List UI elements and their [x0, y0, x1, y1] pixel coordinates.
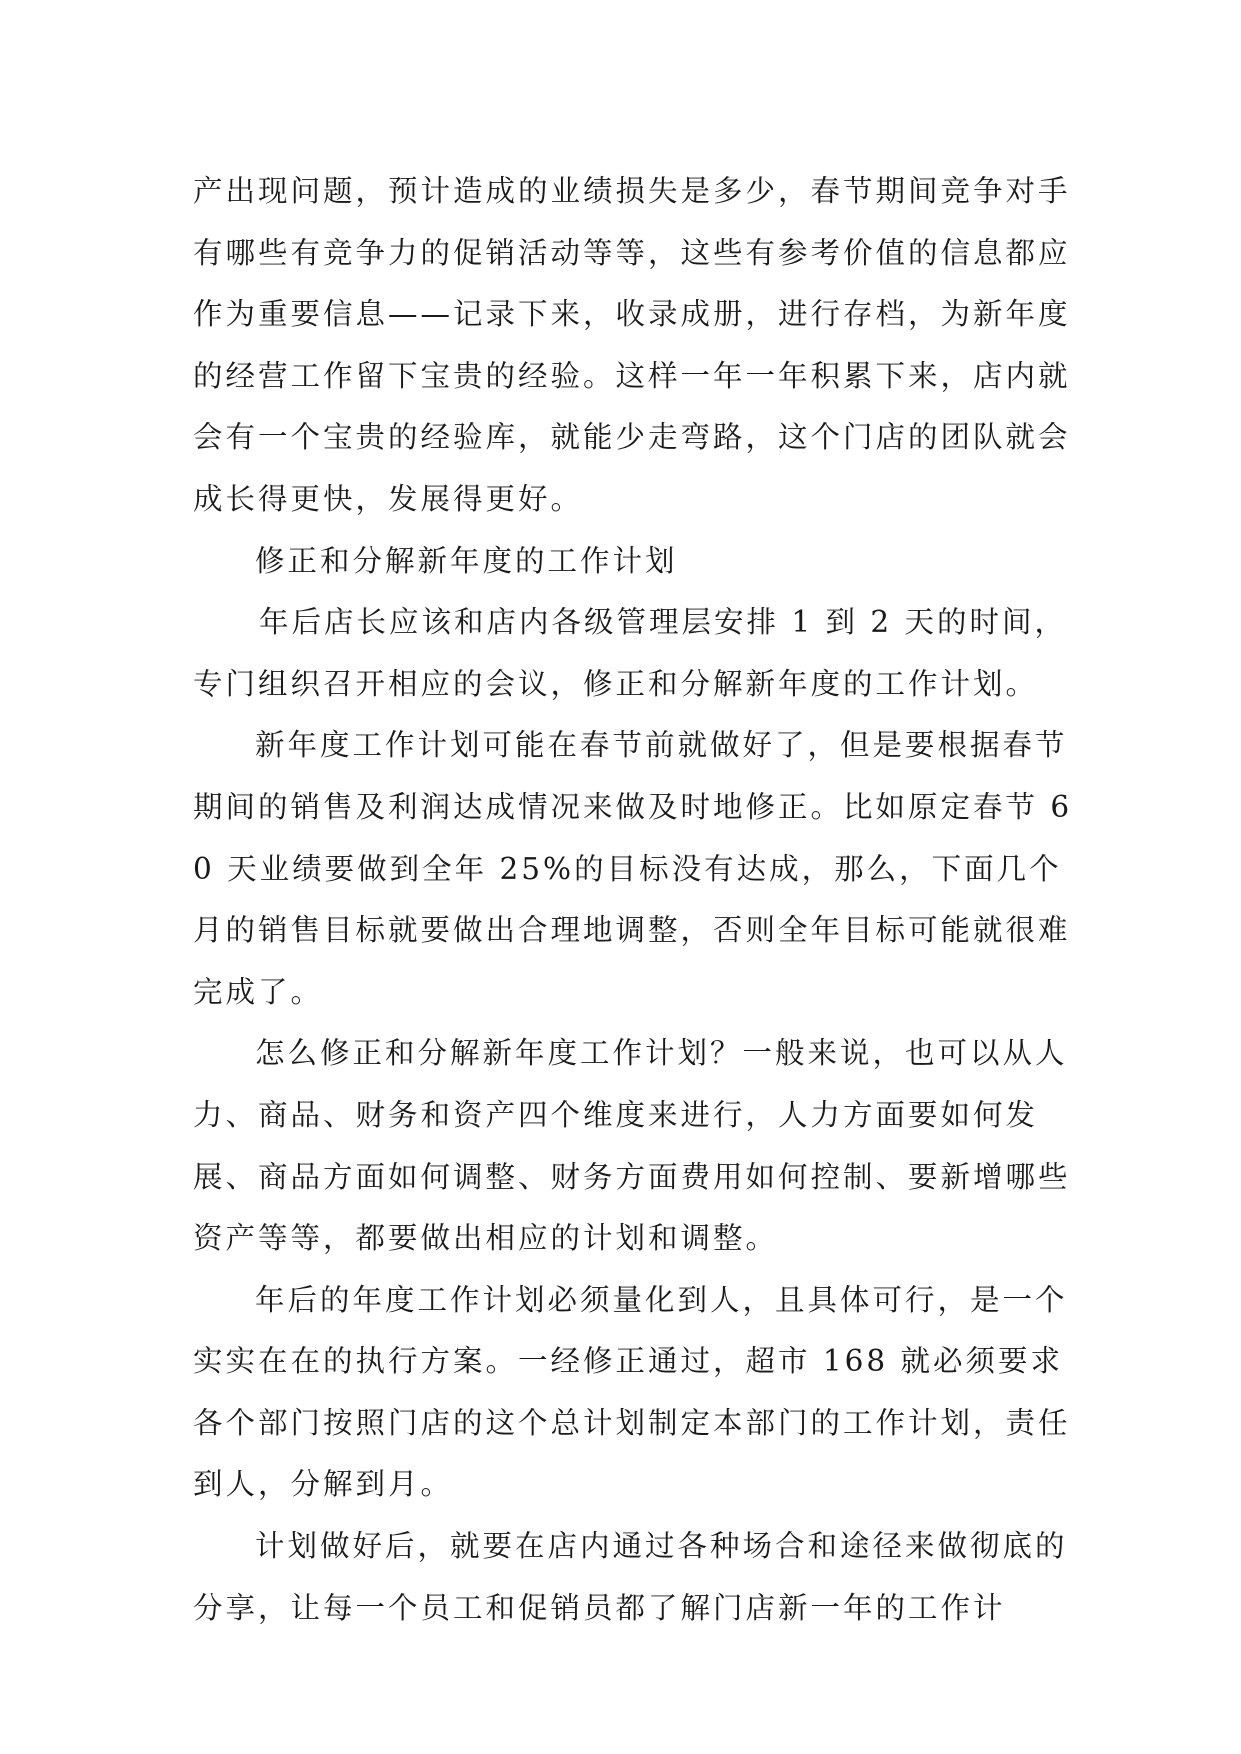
paragraph-continuation: 产出现问题，预计造成的业绩损失是多少，春节期间竞争对手有哪些有竞争力的促销活动等等，这些有参考价值的信息都应作为重要信息——记录下来，收录成册，进行存档，为新年度的经营工作留下宝贵的经验。这样一年一年积累下来，店内就会有一个宝贵的经验库，就能少走弯路，这个门店的团队就会成长得更快，发展得更好。 [193, 174, 1071, 516]
paragraph: 怎么修正和分解新年度工作计划？一般来说，也可以从人力、商品、财务和资产四个维度来进行，人力方面要如何发展、商品方面如何调整、财务方面费用如何控制、要新增哪些资产等等，都要做出相应的计划和调整。 [193, 1036, 1071, 1256]
document-body [193, 161, 1073, 1639]
paragraph: 新年度工作计划可能在春节前就做好了，但是要根据春节期间的销售及利润达成情况来做及时地修正。比如原定春节 60 天业绩要做到全年 25%的目标没有达成，那么，下面几个月的销售目标就要做出合理地调整，否则全年目标可能就很难完成了。 [193, 728, 1073, 1009]
section-heading: 修正和分解新年度的工作计划 [255, 543, 678, 578]
paragraph: 年后店长应该和店内各级管理层安排 1 到 2 天的时间，专门组织召开相应的会议，修正和分解新年度的工作计划。 [193, 605, 1068, 701]
paragraph: 计划做好后，就要在店内通过各种场合和途径来做彻底的分享，让每一个员工和促销员都了解门店新一年的工作计 [193, 1529, 1068, 1625]
paragraph: 年后的年度工作计划必须量化到人，且具体可行，是一个实实在在的执行方案。一经修正通过，超市 168 就必须要求各个部门按照门店的这个总计划制定本部门的工作计划，责任到人，分解到月。 [193, 1282, 1071, 1502]
